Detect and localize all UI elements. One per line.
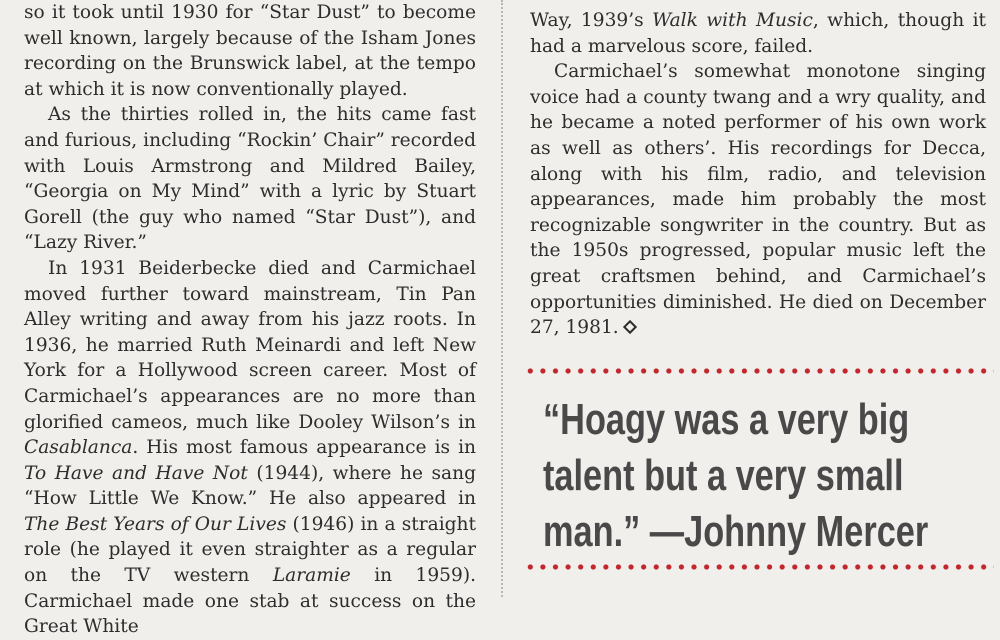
film-title-casablanca: Casablanca bbox=[24, 437, 133, 459]
text-run: in 1959). Carmichael made one stab at success on the Great White bbox=[24, 565, 476, 638]
pull-quote-line-3: man.” —Johnny Mercer bbox=[543, 507, 929, 556]
text-run: . His most famous appearance is in bbox=[132, 437, 476, 459]
text-run: In 1931 Beiderbecke died and Carmichael moved further toward mainstream, Tin Pan Alley writing and away from his jazz roots. In 1936, he married Ruth Meinardi and left New York for a Hollywood screen career. Most of Carmichael’s appearances are no more than glorified cameos, much like Dooley Wilson’s in bbox=[24, 257, 476, 433]
right-column bbox=[530, 8, 986, 341]
pull-quote-line-2: talent but a very small bbox=[543, 451, 904, 500]
pull-quote bbox=[543, 392, 988, 560]
text-run: (1944), where he sang “How Little We Know.” He also appeared in bbox=[24, 462, 476, 510]
dotted-rule-top bbox=[524, 367, 994, 375]
diamond-end-mark-icon bbox=[623, 320, 637, 334]
text-run: , which, though it had a marvelous score, failed. bbox=[530, 10, 986, 57]
paragraph-hollywood-career bbox=[24, 256, 476, 640]
paragraph-star-dust: so it took until 1930 for “Star Dust” to become well known, largely because of the Isham Jones recording on the Brunswick label, at the tempo at which it is now conventionally played. bbox=[24, 2, 476, 100]
paragraph-thirties-hits: As the thirties rolled in, the hits came fast and furious, including “Rockin’ Chair” recorded with Louis Armstrong and Mildred Bailey, “Georgia on My Mind” with a lyric by Stuart Gorell (the guy who named “Star Dust”), and “Lazy River.” bbox=[24, 104, 476, 254]
text-run: Way, 1939’s bbox=[530, 10, 653, 31]
show-title-laramie: Laramie bbox=[272, 565, 351, 587]
pull-quote-line-1: “Hoagy was a very big bbox=[543, 395, 910, 444]
text-run: (1946) in a straight role (he played it even straighter as a regular on the TV western bbox=[24, 513, 476, 587]
text-run: Carmichael’s somewhat monotone singing voice had a county twang and a wry quality, and he became a noted performer of his own work as well as others’. His recordings for Decca, along with his film, radio, and television appearances, made him probably the most recognizable songwriter in the country. But as the 1950s progressed, popular music left the great craftsmen behind, and Carmichael’s opportunities diminished. He died on December 27, 1981. bbox=[530, 61, 986, 339]
show-title-walk-with-music: Walk with Music bbox=[652, 10, 813, 31]
paragraph-walk-with-music bbox=[530, 8, 986, 59]
paragraph-singing-voice bbox=[530, 59, 986, 341]
left-column bbox=[24, 0, 476, 640]
film-title-best-years: The Best Years of Our Lives bbox=[24, 513, 287, 535]
dotted-rule-bottom bbox=[524, 563, 994, 571]
column-divider bbox=[501, 0, 503, 597]
film-title-to-have-and-have-not: To Have and Have Not bbox=[24, 462, 248, 484]
